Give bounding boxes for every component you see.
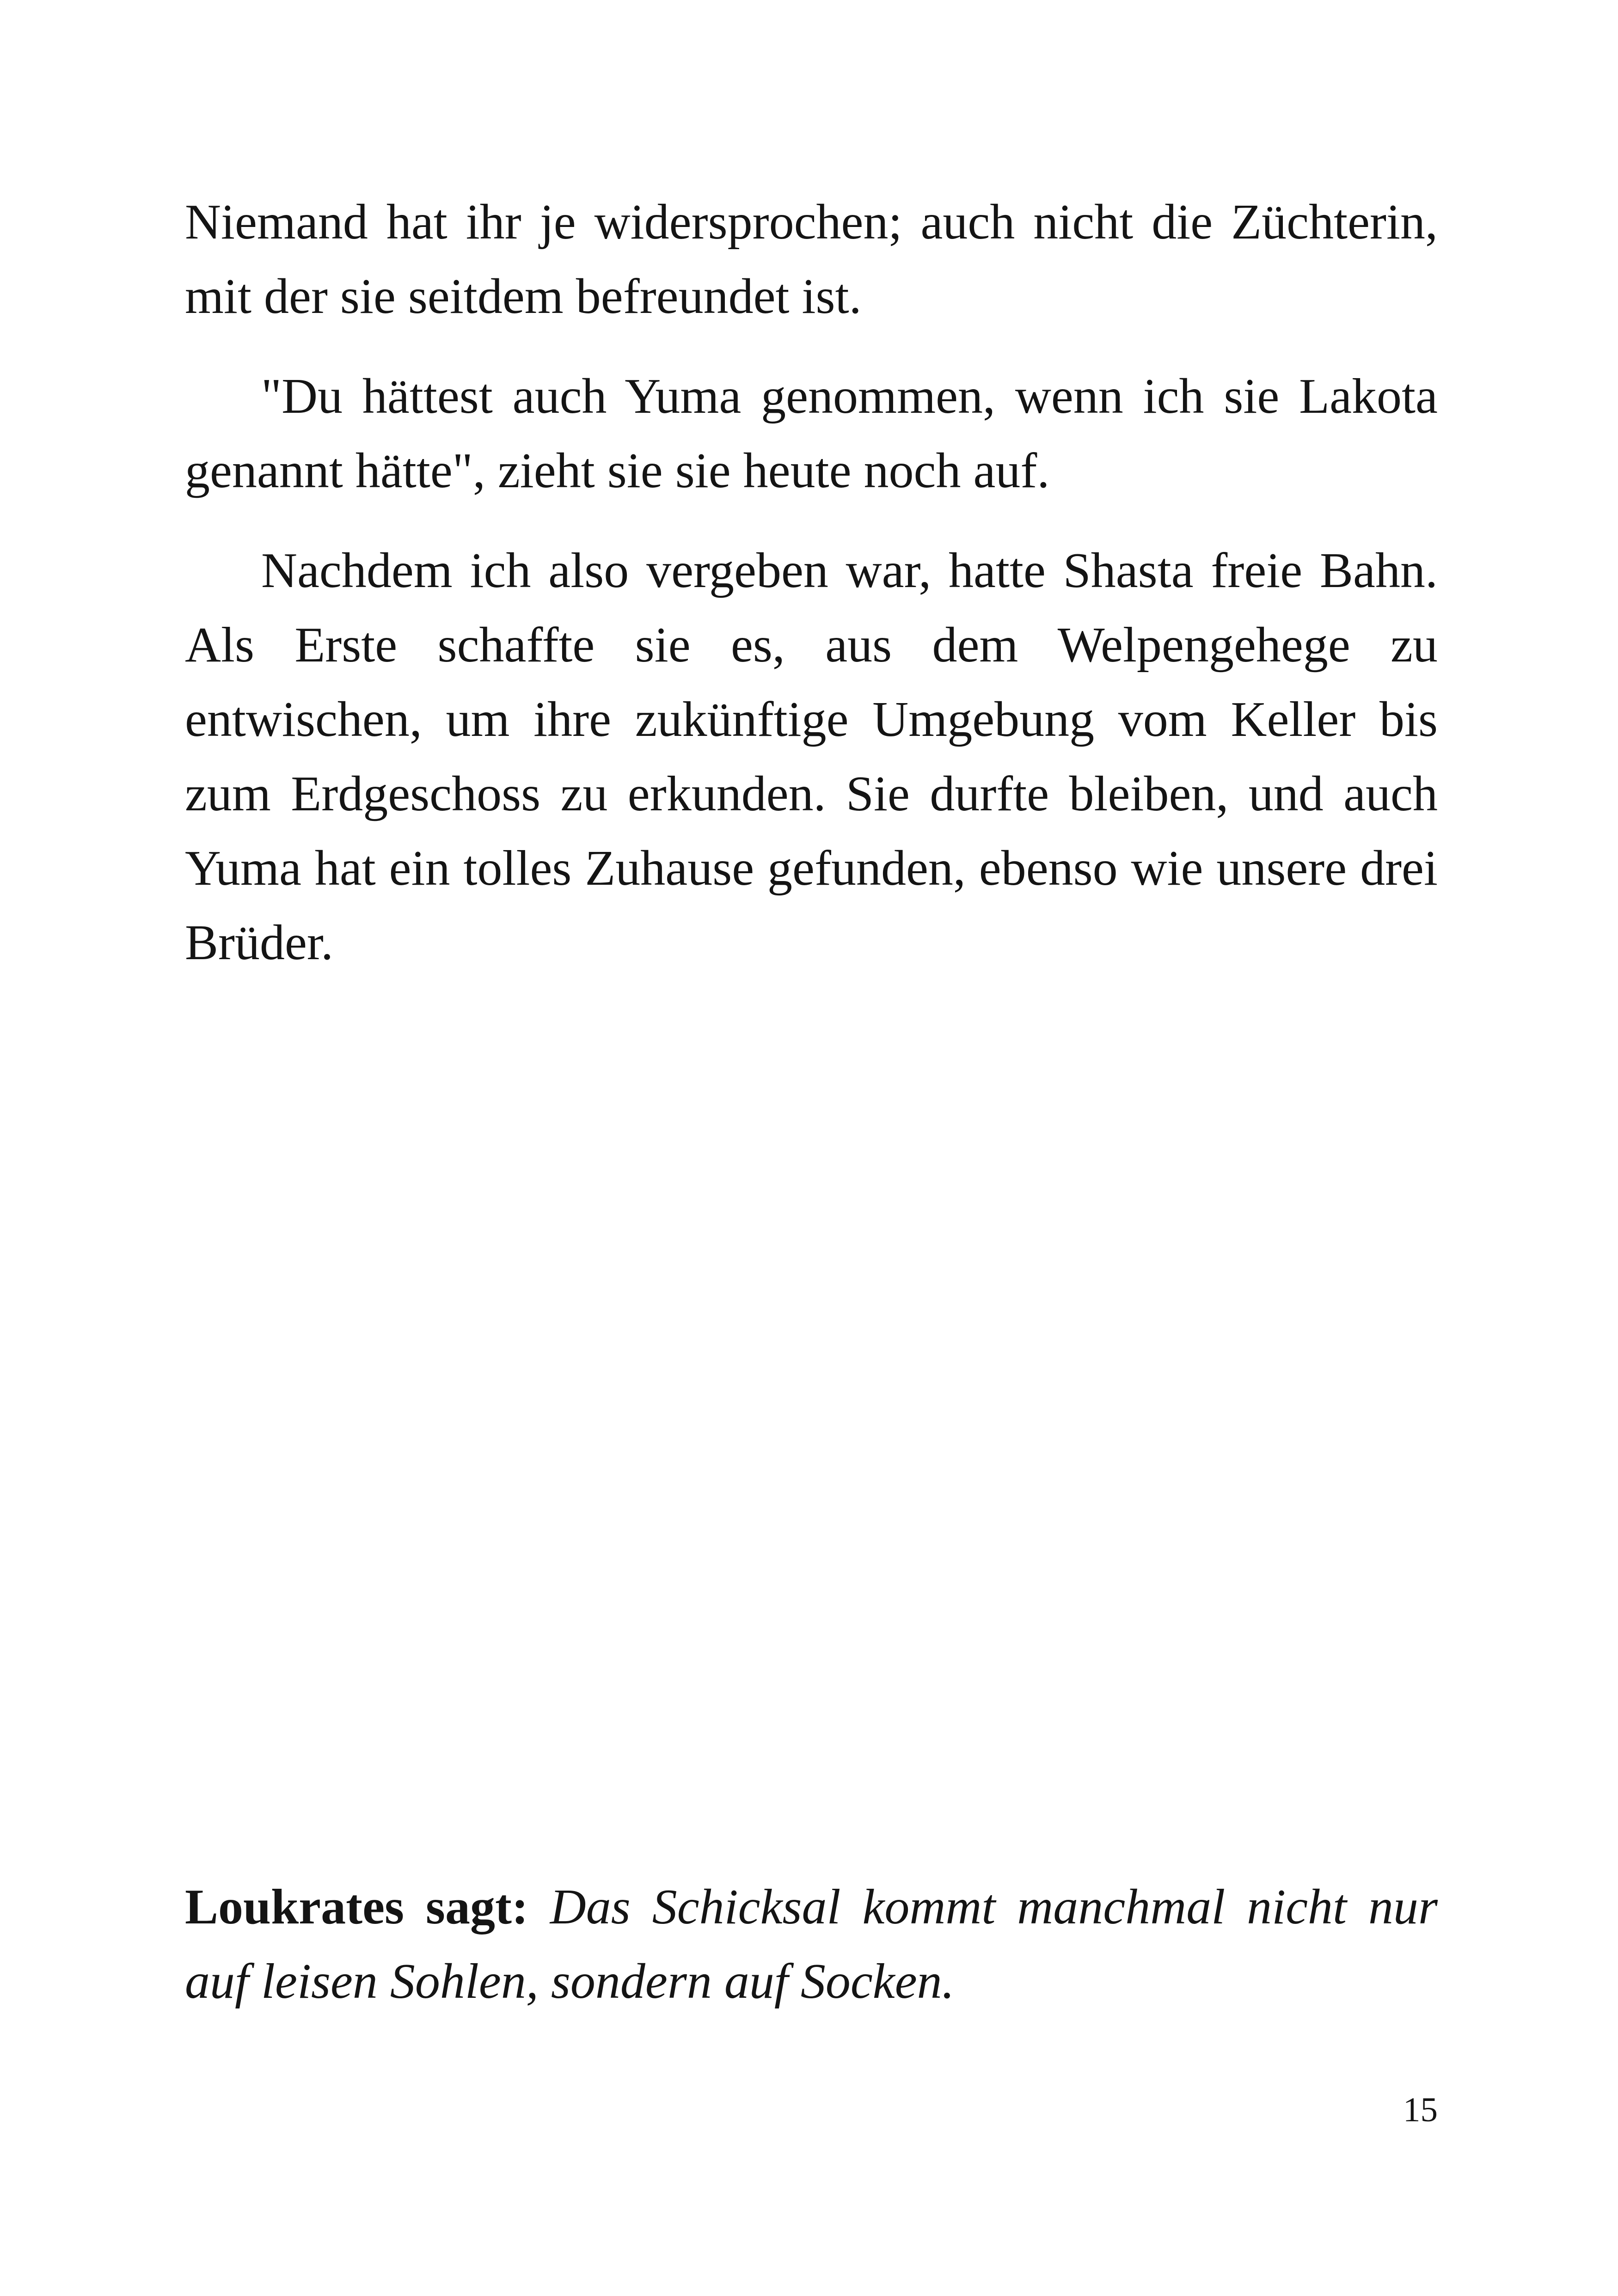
paragraph-3: Nachdem ich also vergeben war, hatte Shasta freie Bahn. Als Erste schaffte sie es, aus dem Welpengehege zu entwischen, um ihre zukünftige Umgebung vom Keller bis zum Erdgeschoss zu erkunden. Sie durfte bleiben, und auch Yuma hat ein tolles Zuhause gefunden, ebenso wie unsere drei Brüder.	[185, 543, 1438, 970]
paragraph-2: "Du hättest auch Yuma genommen, wenn ich sie Lakota genannt hätte", zieht sie sie heute noch auf.	[185, 369, 1438, 498]
quote-box	[185, 1870, 1438, 2019]
main-text	[185, 185, 1438, 1005]
paragraph-1: Niemand hat ihr je widersprochen; auch nicht die Züchterin, mit der sie seitdem befreundet ist.	[185, 195, 1438, 324]
quote-label: Loukrates sagt:	[185, 1880, 528, 1935]
quote-text: Das Schicksal kommt manchmal nicht nur auf leisen Sohlen, sondern auf Socken.	[185, 1880, 1438, 2009]
page-number: 15	[1403, 2091, 1438, 2129]
